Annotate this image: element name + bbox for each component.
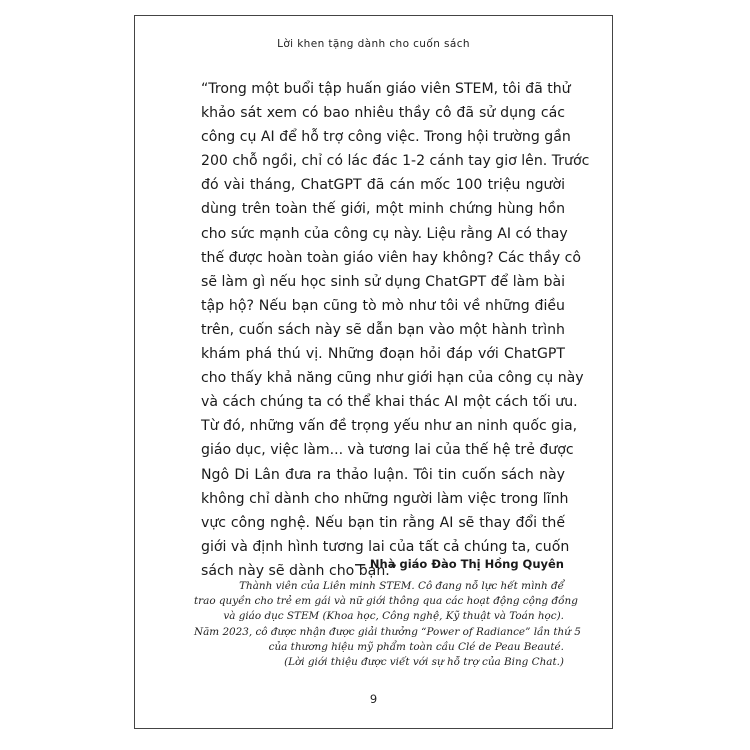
quote-line: trên, cuốn sách này sẽ dẫn bạn vào một hành trình bbox=[201, 321, 565, 338]
quote-line: giáo dục, việc làm... và tương lai của thế hệ trẻ được bbox=[201, 442, 574, 459]
bio-line: Thành viên của Liên minh STEM. Cô đang nỗ lực hết mình để bbox=[239, 580, 564, 592]
quote-line: công cụ AI để hỗ trợ công việc. Trong hội trường gần bbox=[201, 129, 571, 146]
quote-line: giới và định hình tương lai của tất cả chúng ta, cuốn bbox=[201, 538, 570, 555]
book-page bbox=[134, 15, 613, 729]
quote-line: sách này sẽ dành cho bạn.” bbox=[201, 562, 398, 579]
quote-line: khảo sát xem có bao nhiêu thầy cô đã sử dụng các bbox=[201, 105, 565, 122]
testimonial-quote bbox=[201, 77, 590, 583]
quote-line: cho sức mạnh của công cụ này. Liệu rằng AI có thay bbox=[201, 225, 568, 242]
quote-line: thế được hoàn toàn giáo viên hay không? Các thầy cô bbox=[201, 249, 582, 266]
quote-attribution: — Nhà giáo Đào Thị Hồng Quyên bbox=[354, 557, 564, 571]
quote-line: tập hộ? Nếu bạn cũng tò mò như tôi về những điều bbox=[201, 297, 565, 314]
author-bio bbox=[194, 579, 581, 670]
quote-line: 200 chỗ ngồi, chỉ có lác đác 1-2 cánh tay giơ lên. Trước bbox=[201, 153, 590, 170]
running-title: Lời khen tặng dành cho cuốn sách bbox=[277, 38, 470, 50]
page-number: 9 bbox=[369, 692, 378, 706]
quote-line: khám phá thú vị. Những đoạn hỏi đáp với ChatGPT bbox=[201, 346, 565, 363]
quote-line: không chỉ dành cho những người làm việc trong lĩnh bbox=[201, 490, 569, 507]
quote-line: vực công nghệ. Nếu bạn tin rằng AI sẽ thay đổi thế bbox=[201, 514, 565, 531]
quote-line: cho thấy khả năng cũng như giới hạn của công cụ này bbox=[201, 370, 584, 387]
quote-line: sẽ làm gì nếu học sinh sử dụng ChatGPT để làm bài bbox=[201, 273, 565, 290]
bio-line: (Lời giới thiệu được viết với sự hỗ trợ của Bing Chat.) bbox=[284, 656, 564, 669]
quote-line: Ngô Di Lân đưa ra thảo luận. Tôi tin cuốn sách này bbox=[201, 466, 565, 483]
quote-line: và cách chúng ta có thể khai thác AI một cách tối ưu. bbox=[201, 394, 578, 411]
bio-line: Năm 2023, cô được nhận được giải thưởng “Power of Radiance” lần thứ 5 bbox=[194, 625, 581, 638]
quote-line: đó vài tháng, ChatGPT đã cán mốc 100 triệu người bbox=[201, 177, 565, 194]
bio-line: và giáo dục STEM (Khoa học, Công nghệ, Kỹ thuật và Toán học). bbox=[223, 610, 564, 623]
bio-line: của thương hiệu mỹ phẩm toàn cầu Clé de Peau Beauté. bbox=[268, 640, 564, 653]
quote-line: “Trong một buổi tập huấn giáo viên STEM, tôi đã thử bbox=[201, 81, 571, 97]
quote-line: dùng trên toàn thế giới, một minh chứng hùng hồn bbox=[201, 201, 565, 218]
quote-line: Từ đó, những vấn đề trọng yếu như an ninh quốc gia, bbox=[201, 418, 578, 435]
bio-line: trao quyền cho trẻ em gái và nữ giới thông qua các hoạt động cộng đồng bbox=[194, 595, 578, 608]
